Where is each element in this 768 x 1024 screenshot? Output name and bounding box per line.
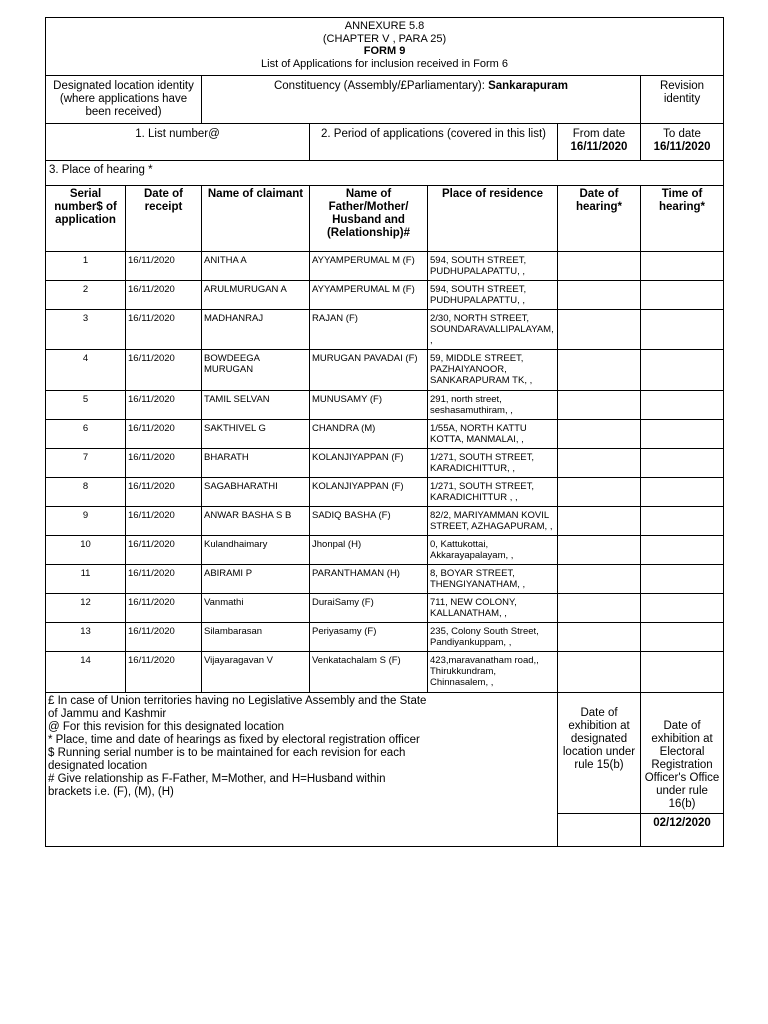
table-row [46,565,724,594]
residence-cell: 423,maravanatham road,, Thirukkundram, Chinnasalem, , [428,652,558,693]
relation-cell: AYYAMPERUMAL M (F) [310,252,428,281]
date-of-receipt-cell: 16/11/2020 [126,478,202,507]
residence-cell: 594, SOUTH STREET, PUDHUPALAPATTU, , [428,281,558,310]
claimant-name-cell: MADHANRAJ [202,310,310,350]
table-row [46,310,724,350]
relation-cell: Jhonpal (H) [310,536,428,565]
hearing-date-cell [558,310,641,350]
serial-number-cell: 10 [46,536,126,565]
relation-cell: Venkatachalam S (F) [310,652,428,693]
list-number-label: 1. List number@ [135,128,220,140]
residence-cell: 2/30, NORTH STREET, SOUNDARAVALLIPALAYAM, , [428,310,558,350]
serial-number-cell: 4 [46,350,126,391]
footnote-serial-number: $ Running serial number is to be maintained for each revision for each designated location [48,747,406,772]
table-row [46,449,724,478]
exhibition-ero-label: Date of exhibition at Electoral Registration Officer's Office under rule 16(b) [644,720,720,810]
residence-cell: 711, NEW COLONY, KALLANATHAM, , [428,594,558,623]
relation-cell: RAJAN (F) [310,310,428,350]
to-date-label: To date [663,128,701,140]
claimant-name-cell: Silambarasan [202,623,310,652]
hearing-date-cell [558,565,641,594]
residence-cell: 0, Kattukottai, Akkarayapalayam, , [428,536,558,565]
designated-location-cell [46,76,202,124]
designated-location-label: Designated location identity (where applications have been received) [53,80,194,118]
hearing-time-cell [641,310,724,350]
hearing-date-cell [558,391,641,420]
claimant-name-cell: TAMIL SELVAN [202,391,310,420]
hearing-time-cell [641,594,724,623]
date-of-receipt-cell: 16/11/2020 [126,252,202,281]
serial-number-cell: 2 [46,281,126,310]
hearing-time-cell [641,350,724,391]
relation-cell: SADIQ BASHA (F) [310,507,428,536]
claimant-name-cell: ARULMURUGAN A [202,281,310,310]
claimant-name-cell: BOWDEEGA MURUGAN [202,350,310,391]
table-row [46,350,724,391]
serial-number-cell: 3 [46,310,126,350]
residence-cell: 291, north street, seshasamuthiram, , [428,391,558,420]
hearing-time-cell [641,391,724,420]
col-header-residence: Place of residence [428,186,558,252]
claimant-name-cell: Vijayaragavan V [202,652,310,693]
relation-cell: AYYAMPERUMAL M (F) [310,281,428,310]
table-row [46,391,724,420]
table-row [46,652,724,693]
to-date-cell [641,124,724,161]
hearing-date-cell [558,652,641,693]
place-of-hearing-cell [46,161,724,186]
table-row [46,478,724,507]
from-date-cell [558,124,641,161]
residence-cell: 1/55A, NORTH KATTU KOTTA, MANMALAI, , [428,420,558,449]
date-of-receipt-cell: 16/11/2020 [126,652,202,693]
table-row [46,281,724,310]
serial-number-cell: 5 [46,391,126,420]
hearing-date-cell [558,252,641,281]
claimant-name-cell: BHARATH [202,449,310,478]
serial-number-cell: 8 [46,478,126,507]
serial-number-cell: 14 [46,652,126,693]
footnote-revision: @ For this revision for this designated location [48,721,285,733]
claimant-name-cell: ABIRAMI P [202,565,310,594]
revision-identity-cell [641,76,724,124]
date-of-receipt-cell: 16/11/2020 [126,594,202,623]
claimant-name-cell: Kulandhaimary [202,536,310,565]
form-title-block [46,18,724,76]
residence-cell: 235, Colony South Street, Pandiyankuppam, , [428,623,558,652]
chapter-label: (CHAPTER V , PARA 25) [322,32,447,45]
hearing-time-cell [641,478,724,507]
hearing-time-cell [641,536,724,565]
residence-cell: 594, SOUTH STREET, PUDHUPALAPATTU, , [428,252,558,281]
hearing-date-cell [558,478,641,507]
serial-number-cell: 13 [46,623,126,652]
hearing-date-cell [558,594,641,623]
form-table [45,17,724,847]
hearing-time-cell [641,623,724,652]
date-of-receipt-cell: 16/11/2020 [126,420,202,449]
residence-cell: 1/271, SOUTH STREET, KARADICHITTUR , , [428,478,558,507]
claimant-name-cell: ANWAR BASHA S B [202,507,310,536]
col-header-serial: Serial number$ of application [46,186,126,252]
table-row [46,420,724,449]
hearing-time-cell [641,420,724,449]
serial-number-cell: 6 [46,420,126,449]
exhibition-ero-date: 02/12/2020 [641,814,724,847]
hearing-date-cell [558,507,641,536]
form-subtitle: List of Applications for inclusion received in Form 6 [261,57,509,70]
col-header-hearing-time: Time of hearing* [641,186,724,252]
constituency-cell [202,76,641,124]
date-of-receipt-cell: 16/11/2020 [126,565,202,594]
from-date-value: 16/11/2020 [570,141,628,153]
period-cell [310,124,558,161]
relation-cell: CHANDRA (M) [310,420,428,449]
exhibition-ero-cell [641,693,724,814]
date-of-receipt-cell: 16/11/2020 [126,350,202,391]
relation-cell: DuraiSamy (F) [310,594,428,623]
serial-number-cell: 1 [46,252,126,281]
to-date-value: 16/11/2020 [653,141,711,153]
relation-cell: Periyasamy (F) [310,623,428,652]
claimant-name-cell: SAGABHARATHI [202,478,310,507]
col-header-claimant: Name of claimant [202,186,310,252]
col-header-date-receipt: Date of receipt [126,186,202,252]
footnote-relationship: # Give relationship as F-Father, M=Mother, and H=Husband within brackets i.e. (F), (M), (H) [48,773,386,798]
place-of-hearing-label: 3. Place of hearing * [49,164,153,176]
relation-cell: KOLANJIYAPPAN (F) [310,449,428,478]
date-of-receipt-cell: 16/11/2020 [126,449,202,478]
hearing-time-cell [641,449,724,478]
hearing-date-cell [558,536,641,565]
footnote-hearings: * Place, time and date of hearings as fixed by electoral registration officer [48,734,420,746]
serial-number-cell: 11 [46,565,126,594]
date-of-receipt-cell: 16/11/2020 [126,310,202,350]
exhibition-designated-label: Date of exhibition at designated location under rule 15(b) [562,707,636,771]
claimant-name-cell: SAKTHIVEL G [202,420,310,449]
date-of-receipt-cell: 16/11/2020 [126,536,202,565]
exhibition-designated-date [558,814,641,847]
relation-cell: MURUGAN PAVADAI (F) [310,350,428,391]
applications-table-body [46,252,724,693]
footnote-union-territories: £ In case of Union territories having no Legislative Assembly and the State of Jammu and Kashmir [48,695,427,720]
date-of-receipt-cell: 16/11/2020 [126,281,202,310]
relation-cell: MUNUSAMY (F) [310,391,428,420]
table-row [46,623,724,652]
revision-identity-label: Revision identity [659,80,705,105]
serial-number-cell: 12 [46,594,126,623]
hearing-date-cell [558,350,641,391]
footnotes-cell [46,693,558,847]
hearing-time-cell [641,252,724,281]
hearing-date-cell [558,420,641,449]
hearing-time-cell [641,507,724,536]
table-row [46,536,724,565]
hearing-time-cell [641,281,724,310]
list-number-cell [46,124,310,161]
hearing-time-cell [641,652,724,693]
serial-number-cell: 9 [46,507,126,536]
form-9-sheet [45,17,723,847]
col-header-relation: Name of Father/Mother/ Husband and (Relationship)# [310,186,428,252]
date-of-receipt-cell: 16/11/2020 [126,391,202,420]
residence-cell: 59, MIDDLE STREET, PAZHAIYANOOR, SANKARAPURAM TK, , [428,350,558,391]
date-of-receipt-cell: 16/11/2020 [126,623,202,652]
relation-cell: PARANTHAMAN (H) [310,565,428,594]
form-number: FORM 9 [363,45,406,57]
exhibition-designated-cell [558,693,641,814]
table-row [46,507,724,536]
annexure-label: ANNEXURE 5.8 [344,20,425,32]
hearing-date-cell [558,449,641,478]
date-of-receipt-cell: 16/11/2020 [126,507,202,536]
claimant-name-cell: Vanmathi [202,594,310,623]
residence-cell: 1/271, SOUTH STREET, KARADICHITTUR, , [428,449,558,478]
hearing-date-cell [558,623,641,652]
period-label: 2. Period of applications (covered in this list) [321,128,546,140]
table-row [46,594,724,623]
serial-number-cell: 7 [46,449,126,478]
residence-cell: 8, BOYAR STREET, THENGIYANATHAM, , [428,565,558,594]
constituency-label: Constituency (Assembly/£Parliamentary): [273,80,489,92]
table-row [46,252,724,281]
constituency-value: Sankarapuram [488,80,568,92]
col-header-hearing-date: Date of hearing* [558,186,641,252]
hearing-time-cell [641,565,724,594]
relation-cell: KOLANJIYAPPAN (F) [310,478,428,507]
from-date-label: From date [572,128,626,140]
claimant-name-cell: ANITHA A [202,252,310,281]
residence-cell: 82/2, MARIYAMMAN KOVIL STREET, AZHAGAPURAM, , [428,507,558,536]
hearing-date-cell [558,281,641,310]
